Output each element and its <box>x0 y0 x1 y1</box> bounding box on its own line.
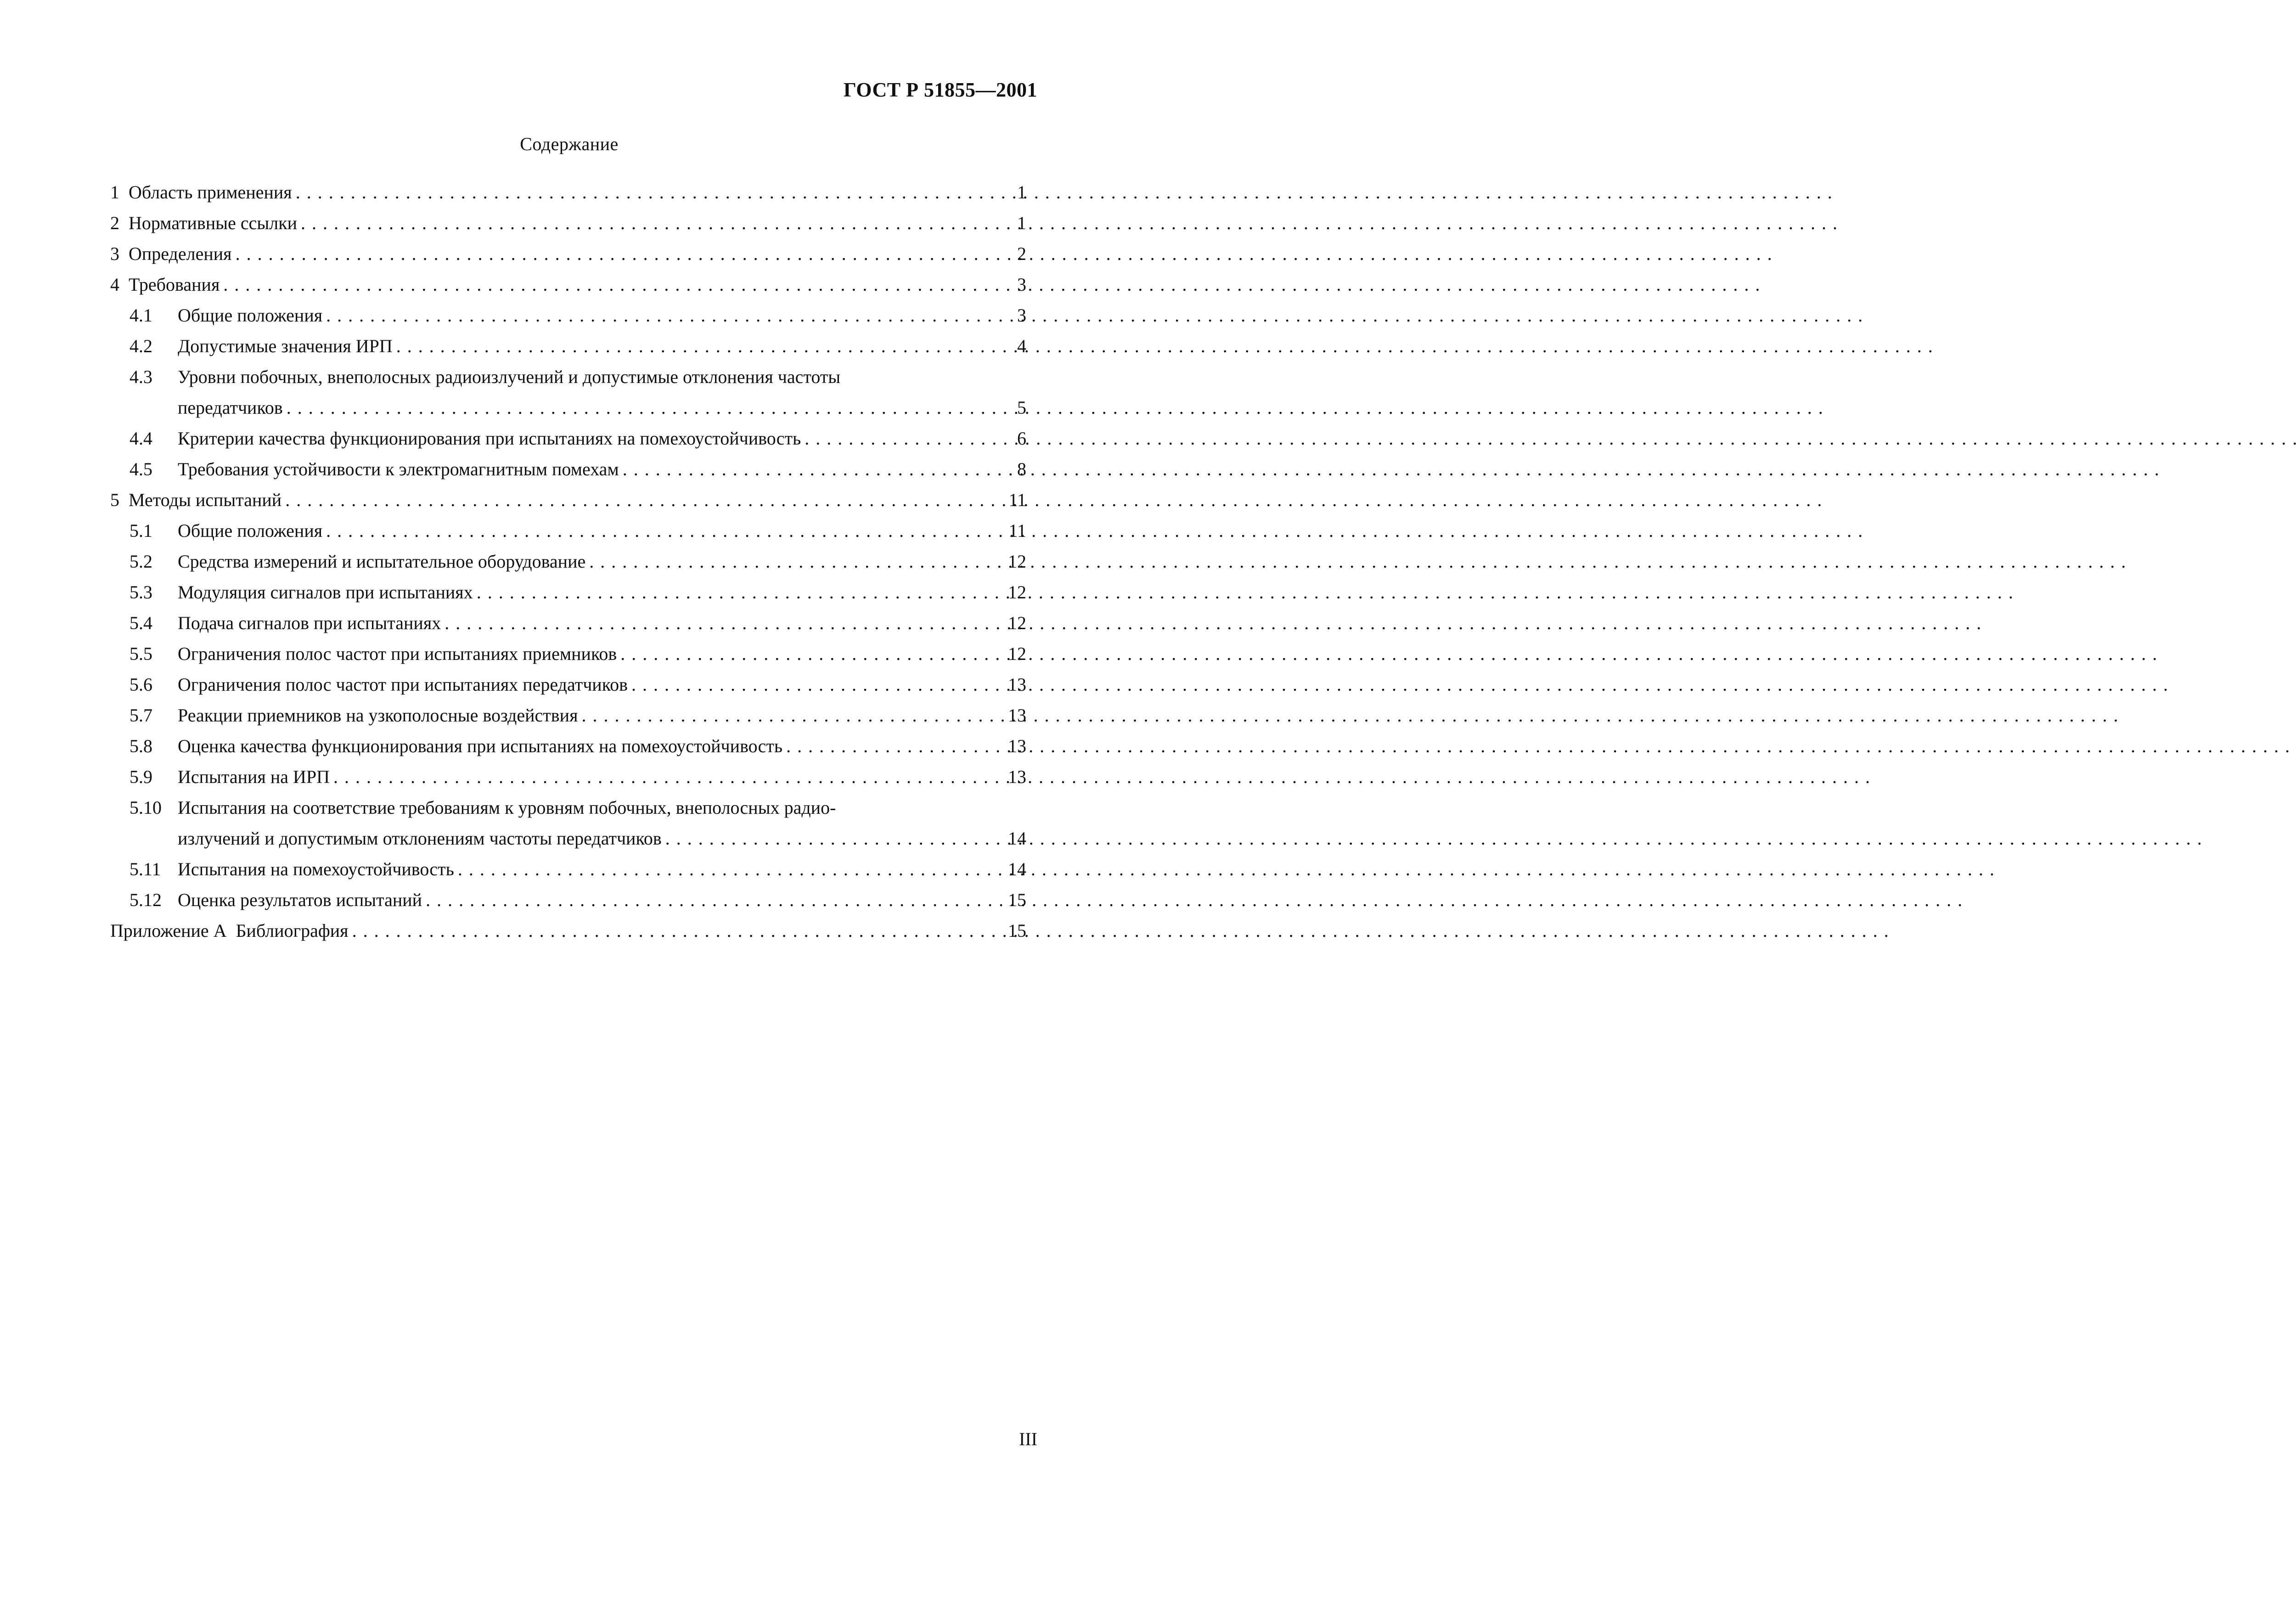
toc-entry-title: Подача сигналов при испытаниях <box>178 613 441 633</box>
dot-leader <box>441 608 994 638</box>
toc-entry-number: 5.6 <box>129 674 152 695</box>
toc-entry-number: 5.7 <box>129 705 152 726</box>
toc-entry-number: 4.5 <box>129 459 152 479</box>
toc-entry[interactable] <box>110 792 1026 854</box>
toc-entry-number: 4.4 <box>129 428 152 449</box>
toc-entry-number: 2 <box>110 213 119 233</box>
toc-entry-page: 1 <box>1017 213 1026 233</box>
toc-entry-title: Общие положения <box>178 520 323 541</box>
toc-entry-title: Испытания на соответствие требованиям к уровням побочных, внеполосных радио- <box>178 797 836 818</box>
dot-leader <box>619 454 994 484</box>
toc-entry-page: 5 <box>1017 397 1026 418</box>
dot-leader <box>393 331 994 361</box>
toc-entry[interactable] <box>110 761 1026 792</box>
toc-entry-title: Методы испытаний <box>129 490 282 510</box>
toc-entry-page: 12 <box>1008 582 1026 603</box>
toc-entry[interactable] <box>110 577 1026 608</box>
page-number: III <box>1019 1429 1037 1449</box>
toc-entry-title: Допустимые значения ИРП <box>178 336 393 356</box>
dot-leader <box>662 823 994 854</box>
toc-entry-page: 1 <box>1017 182 1026 203</box>
toc-entry[interactable] <box>110 731 1026 761</box>
toc-entry-page: 14 <box>1008 859 1026 879</box>
toc-entry[interactable] <box>110 300 1026 331</box>
toc-entry-title: Оценка результатов испытаний <box>178 890 422 910</box>
toc-entry[interactable] <box>110 669 1026 700</box>
dot-leader <box>322 300 994 331</box>
toc-entry-title: Средства измерений и испытательное оборудование <box>178 551 586 572</box>
toc-entry-number: 4.2 <box>129 336 152 356</box>
toc-entry-number: 5.10 <box>129 797 162 818</box>
toc-entry-title: Ограничения полос частот при испытаниях передатчиков <box>178 674 628 695</box>
toc-entry-title: Модуляция сигналов при испытаниях <box>178 582 473 603</box>
toc-entry-page: 12 <box>1008 643 1026 664</box>
toc-entry[interactable] <box>110 423 1026 454</box>
toc-entry-page: 4 <box>1017 336 1026 356</box>
toc-entry-number: 5.12 <box>129 890 162 910</box>
toc-entry[interactable] <box>110 208 1026 238</box>
toc-entry-title-continuation: излучений и допустимым отклонениям частоты передатчиков <box>178 828 662 849</box>
toc-entry[interactable] <box>110 361 1026 423</box>
toc-entry[interactable] <box>110 854 1026 884</box>
dot-leader <box>578 700 994 731</box>
toc-entry-number: 5.9 <box>129 766 152 787</box>
toc-entry-page: 13 <box>1008 736 1026 756</box>
toc-entry-page: 11 <box>1008 490 1026 510</box>
toc-entry-page: 11 <box>1008 520 1026 541</box>
toc-entry-number: 5.11 <box>129 859 161 879</box>
toc-entry-title: Область применения <box>129 182 292 203</box>
toc-entry[interactable] <box>110 546 1026 577</box>
toc-entry-number: 4.1 <box>129 305 152 326</box>
dot-leader <box>801 423 994 454</box>
dot-leader <box>322 515 994 546</box>
dot-leader <box>454 854 994 884</box>
dot-leader <box>422 884 994 915</box>
toc-entry-title: Требования устойчивости к электромагнитным помехам <box>178 459 619 479</box>
dot-leader <box>281 484 994 515</box>
toc-entry-title: Испытания на помехоустойчивость <box>178 859 454 879</box>
table-of-contents <box>110 177 1026 946</box>
dot-leader <box>297 208 994 238</box>
dot-leader <box>232 238 994 269</box>
toc-entry[interactable] <box>110 454 1026 484</box>
dot-leader <box>330 761 994 792</box>
toc-entry-page: 12 <box>1008 613 1026 633</box>
toc-entry-number: 5.1 <box>129 520 152 541</box>
toc-entry[interactable] <box>110 700 1026 731</box>
toc-entry-number: 4 <box>110 274 119 295</box>
toc-entry-number: 4.3 <box>129 366 152 387</box>
toc-entry-page: 15 <box>1008 920 1026 941</box>
toc-entry[interactable] <box>110 638 1026 669</box>
toc-entry[interactable] <box>110 515 1026 546</box>
toc-entry-title: Реакции приемников на узкополосные воздействия <box>178 705 578 726</box>
toc-entry-page: 3 <box>1017 274 1026 295</box>
dot-leader <box>782 731 994 761</box>
toc-entry-number: 1 <box>110 182 119 203</box>
dot-leader <box>349 915 994 946</box>
dot-leader <box>628 669 994 700</box>
toc-entry-number: 5.2 <box>129 551 152 572</box>
toc-entry-page: 13 <box>1008 674 1026 695</box>
toc-entry[interactable] <box>110 331 1026 361</box>
toc-entry-number: 3 <box>110 243 119 264</box>
dot-leader <box>473 577 994 608</box>
toc-entry-title: Испытания на ИРП <box>178 766 330 787</box>
toc-entry-page: 2 <box>1017 243 1026 264</box>
toc-entry-number: 5 <box>110 490 119 510</box>
toc-entry-title: Нормативные ссылки <box>129 213 298 233</box>
toc-entry[interactable] <box>110 238 1026 269</box>
toc-entry-title-continuation: передатчиков <box>178 397 283 418</box>
toc-entry-page: 15 <box>1008 890 1026 910</box>
dot-leader <box>292 177 994 208</box>
toc-entry-title: Критерии качества функционирования при испытаниях на помехоустойчивость <box>178 428 801 449</box>
toc-entry-number: 5.8 <box>129 736 152 756</box>
toc-entry-page: 6 <box>1017 428 1026 449</box>
toc-entry-number: 5.3 <box>129 582 152 603</box>
toc-entry[interactable] <box>110 269 1026 300</box>
dot-leader <box>617 638 994 669</box>
toc-entry-title: Определения <box>129 243 232 264</box>
toc-entry-title: Приложение А Библиография <box>110 920 349 941</box>
dot-leader <box>585 546 994 577</box>
toc-entry-page: 13 <box>1008 705 1026 726</box>
toc-entry[interactable] <box>110 608 1026 638</box>
toc-entry-page: 13 <box>1008 766 1026 787</box>
toc-entry-title: Требования <box>129 274 220 295</box>
toc-entry-number: 5.4 <box>129 613 152 633</box>
dot-leader <box>283 392 994 423</box>
toc-entry-page: 14 <box>1008 828 1026 849</box>
document-code: ГОСТ Р 51855—2001 <box>843 79 1037 101</box>
toc-entry-title: Уровни побочных, внеполосных радиоизлучений и допустимые отклонения частоты <box>178 366 841 387</box>
toc-entry[interactable] <box>110 484 1026 515</box>
toc-entry-title: Общие положения <box>178 305 323 326</box>
toc-entry-page: 12 <box>1008 551 1026 572</box>
toc-entry-page: 3 <box>1017 305 1026 326</box>
toc-entry[interactable] <box>110 884 1026 915</box>
toc-title: Содержание <box>520 134 619 154</box>
toc-entry[interactable] <box>110 177 1026 208</box>
toc-entry-title: Ограничения полос частот при испытаниях приемников <box>178 643 617 664</box>
dot-leader <box>219 269 994 300</box>
toc-entry-title: Оценка качества функционирования при испытаниях на помехоустойчивость <box>178 736 783 756</box>
toc-entry-number: 5.5 <box>129 643 152 664</box>
toc-entry-appendix[interactable] <box>110 915 1026 946</box>
toc-entry-page: 8 <box>1017 459 1026 479</box>
